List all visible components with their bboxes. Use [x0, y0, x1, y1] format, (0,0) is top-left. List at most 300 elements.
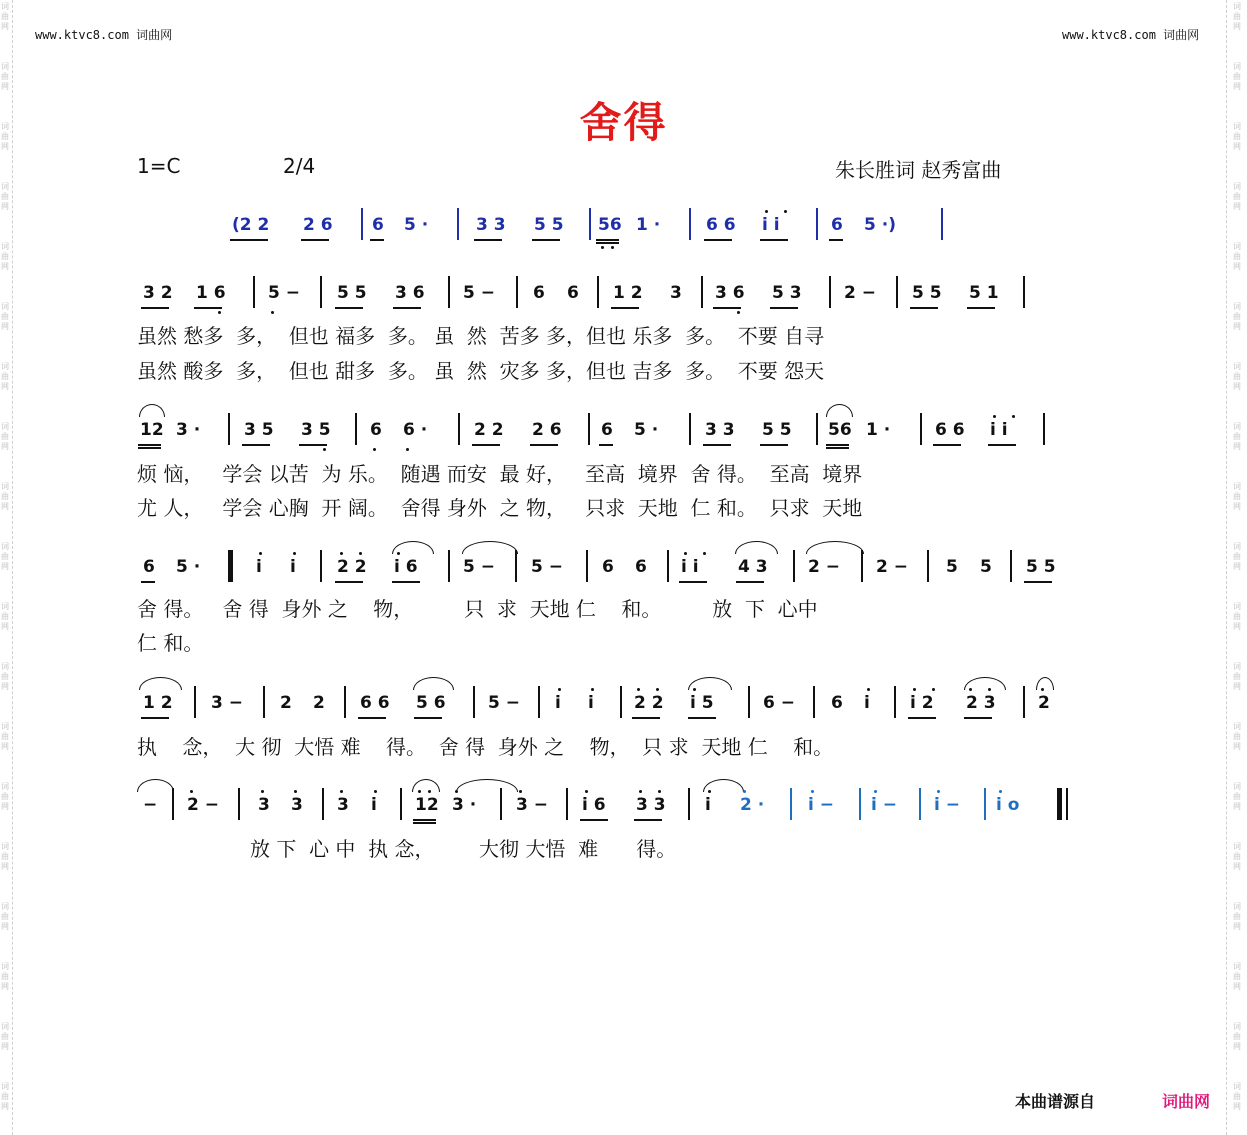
octave-dot-above — [519, 790, 522, 793]
side-watermark-text: 词 曲 网 — [1233, 602, 1241, 631]
beam-line — [760, 239, 788, 241]
beam-line — [413, 819, 436, 821]
slur-mark — [139, 677, 182, 690]
beam-line — [335, 581, 363, 583]
beam-line — [703, 444, 731, 446]
barline — [458, 413, 460, 445]
side-watermark-text: 词 曲 网 — [1233, 182, 1241, 211]
side-watermark-text: 词 曲 网 — [1233, 902, 1241, 931]
side-watermark-text: 词 曲 网 — [1233, 842, 1241, 871]
beam-line — [370, 239, 384, 241]
barline — [927, 550, 929, 582]
side-watermark-text: 词 曲 网 — [1233, 422, 1241, 451]
side-watermark-text: 词 曲 网 — [1233, 542, 1241, 571]
note-glyph: (2 2 — [232, 215, 270, 235]
slur-mark — [826, 404, 853, 417]
octave-dot-above — [784, 210, 787, 213]
note-glyph: 56 — [828, 420, 852, 440]
octave-dot-above — [359, 552, 362, 555]
barline — [1043, 413, 1045, 445]
octave-dot-above — [340, 552, 343, 555]
key-signature: 1=C — [137, 154, 181, 178]
barline — [344, 686, 346, 718]
octave-dot-below — [373, 448, 376, 451]
note-glyph: 6 — [372, 215, 384, 235]
octave-dot-above — [259, 552, 262, 555]
note-glyph: 12 — [415, 795, 439, 815]
barline — [172, 788, 174, 820]
notation-row-3 — [0, 547, 1247, 587]
octave-dot-above — [639, 790, 642, 793]
note-glyph: 6 − — [763, 693, 795, 713]
note-glyph: 3 — [291, 795, 303, 815]
barline — [586, 550, 588, 582]
note-glyph: 5 5 — [1026, 557, 1056, 577]
barline — [597, 276, 599, 308]
side-watermark-text: 词 曲 网 — [1233, 2, 1241, 31]
beam-line — [679, 581, 707, 583]
note-glyph: i — [588, 693, 594, 713]
side-watermark-text: 词 曲 网 — [1, 62, 9, 91]
note-glyph: i — [555, 693, 561, 713]
slur-mark — [413, 677, 454, 690]
note-glyph: 1 · — [636, 215, 661, 235]
octave-dot-below — [601, 246, 604, 249]
barline — [689, 413, 691, 445]
note-glyph: 5 − — [463, 557, 495, 577]
side-watermark-text: 词 曲 网 — [1, 422, 9, 451]
octave-dot-above — [261, 790, 264, 793]
side-watermark-text: 词 曲 网 — [1, 782, 9, 811]
site-url-right[interactable]: www.ktvc8.com 词曲网 — [1062, 28, 1200, 42]
note-glyph: 2 — [313, 693, 325, 713]
note-glyph: 6 — [567, 283, 579, 303]
note-glyph: 6 6 — [706, 215, 736, 235]
note-glyph: 1 · — [866, 420, 891, 440]
beam-line — [138, 447, 161, 449]
slur-mark — [462, 541, 518, 554]
note-glyph: 5 5 — [912, 283, 942, 303]
barline — [920, 413, 922, 445]
side-watermark-text: 词 曲 网 — [1233, 782, 1241, 811]
notation-row-1 — [0, 273, 1247, 313]
beam-line — [988, 444, 1016, 446]
slur-mark — [735, 541, 778, 554]
note-glyph: 5 − — [488, 693, 520, 713]
octave-dot-above — [397, 552, 400, 555]
side-watermark-text: 词 曲 网 — [1233, 962, 1241, 991]
octave-dot-above — [999, 790, 1002, 793]
barline — [516, 276, 518, 308]
beam-line — [358, 717, 386, 719]
side-watermark-text: 词 曲 网 — [1, 962, 9, 991]
beam-line — [335, 307, 363, 309]
barline — [448, 276, 450, 308]
note-glyph: i − — [871, 795, 897, 815]
note-glyph: 6 — [635, 557, 647, 577]
beam-line — [967, 307, 995, 309]
barline — [588, 413, 590, 445]
beam-line — [141, 717, 169, 719]
note-glyph: 6 — [602, 557, 614, 577]
note-glyph: i 5 — [690, 693, 714, 713]
beam-line — [910, 307, 938, 309]
note-glyph: i — [256, 557, 262, 577]
note-glyph: 3 — [258, 795, 270, 815]
slur-mark — [1036, 677, 1054, 690]
barline — [1010, 550, 1012, 582]
note-glyph: i i — [681, 557, 699, 577]
barline — [263, 686, 265, 718]
side-watermark-text: 词 曲 网 — [1, 722, 9, 751]
octave-dot-above — [294, 790, 297, 793]
barline — [253, 276, 255, 308]
octave-dot-below — [271, 311, 274, 314]
lyrics-row-1-verse-1: 虽然 愁多 多， 但也 福多 多。 虽 然 苦多 多，但也 乐多 多。 不要 自寻 — [137, 324, 825, 348]
barline — [589, 208, 591, 240]
octave-dot-above — [708, 790, 711, 793]
beam-line — [141, 307, 169, 309]
barline — [896, 276, 898, 308]
side-watermark-text: 词 曲 网 — [1, 182, 9, 211]
note-glyph: 5 — [946, 557, 958, 577]
note-glyph: i − — [808, 795, 834, 815]
note-glyph: i — [705, 795, 711, 815]
note-glyph: 2 − — [876, 557, 908, 577]
barline — [861, 550, 863, 582]
barline — [984, 788, 986, 820]
beam-line — [826, 444, 849, 446]
side-watermark-text: 词 曲 网 — [1, 902, 9, 931]
note-glyph: 2 2 — [337, 557, 367, 577]
beam-line — [194, 307, 222, 309]
barline — [400, 788, 402, 820]
note-glyph: 6 — [601, 420, 613, 440]
beam-line — [760, 444, 788, 446]
barline — [688, 788, 690, 820]
note-glyph: i — [290, 557, 296, 577]
side-watermark-text: 词 曲 网 — [1233, 722, 1241, 751]
octave-dot-above — [418, 790, 421, 793]
beam-line — [141, 581, 155, 583]
note-glyph: 2 6 — [303, 215, 333, 235]
beam-line — [474, 239, 502, 241]
side-watermark-text: 词 曲 网 — [1233, 1082, 1241, 1111]
barline — [515, 550, 517, 582]
note-glyph: 5 5 — [534, 215, 564, 235]
side-watermark-text: 词 曲 网 — [1, 542, 9, 571]
beam-line — [414, 717, 442, 719]
note-glyph: 3 · — [176, 420, 201, 440]
site-url-left[interactable]: www.ktvc8.com 词曲网 — [35, 28, 173, 42]
note-glyph: 6 · — [403, 420, 428, 440]
barline — [941, 208, 943, 240]
slur-mark — [456, 779, 518, 792]
octave-dot-below — [406, 448, 409, 451]
octave-dot-above — [993, 415, 996, 418]
note-glyph: 4 3 — [738, 557, 768, 577]
note-glyph: i i — [762, 215, 780, 235]
side-watermark-text: 词 曲 网 — [1233, 302, 1241, 331]
barline — [620, 686, 622, 718]
side-watermark-text: 词 曲 网 — [1233, 122, 1241, 151]
barline — [919, 788, 921, 820]
note-glyph: 3 − — [516, 795, 548, 815]
note-glyph: 5 − — [463, 283, 495, 303]
side-watermark-text: 词 曲 网 — [1233, 62, 1241, 91]
beam-line — [472, 444, 500, 446]
barline — [322, 788, 324, 820]
note-glyph: 2 − — [187, 795, 219, 815]
note-glyph: 5 · — [404, 215, 429, 235]
side-watermark-text: 词 曲 网 — [1, 662, 9, 691]
octave-dot-above — [658, 790, 661, 793]
octave-dot-above — [932, 688, 935, 691]
credits: 朱长胜词 赵秀富曲 — [835, 158, 1002, 182]
note-glyph: 3 6 — [715, 283, 745, 303]
beam-line — [908, 717, 936, 719]
note-glyph: 2 3 — [966, 693, 996, 713]
beam-line — [770, 307, 798, 309]
note-glyph: 6 — [143, 557, 155, 577]
note-glyph: 6 6 — [360, 693, 390, 713]
note-glyph: 5 5 — [337, 283, 367, 303]
lyrics-row-1-verse-2: 虽然 酸多 多， 但也 甜多 多。 虽 然 灾多 多，但也 吉多 多。 不要 怨天 — [137, 359, 825, 383]
barline — [790, 788, 792, 820]
time-signature: 2/4 — [283, 154, 316, 178]
note-glyph: i o — [996, 795, 1020, 815]
octave-dot-above — [693, 688, 696, 691]
octave-dot-above — [591, 688, 594, 691]
side-watermark-text: 词 曲 网 — [1, 122, 9, 151]
slur-mark — [806, 541, 864, 554]
final-barline — [228, 550, 233, 582]
note-glyph: 1 2 — [143, 693, 173, 713]
notation-row-4 — [0, 683, 1247, 723]
note-glyph: 6 — [831, 215, 843, 235]
side-watermark-text: 词 曲 网 — [1233, 662, 1241, 691]
barline — [859, 788, 861, 820]
barline — [689, 208, 691, 240]
side-watermark-text: 词 曲 网 — [1, 482, 9, 511]
barline — [667, 550, 669, 582]
note-glyph: 3 3 — [476, 215, 506, 235]
octave-dot-below — [611, 246, 614, 249]
note-glyph: 3 5 — [301, 420, 331, 440]
side-watermark-text: 词 曲 网 — [1, 302, 9, 331]
notation-row-5 — [0, 785, 1247, 825]
note-glyph: 3 2 — [143, 283, 173, 303]
beam-line — [599, 444, 613, 446]
octave-dot-above — [867, 688, 870, 691]
barline — [566, 788, 568, 820]
octave-dot-above — [340, 790, 343, 793]
barline — [473, 686, 475, 718]
beam-line — [826, 447, 849, 449]
note-glyph: 2 — [280, 693, 292, 713]
beam-line — [933, 444, 961, 446]
note-glyph: 5 3 — [772, 283, 802, 303]
side-watermark-text: 词 曲 网 — [1233, 362, 1241, 391]
octave-dot-above — [585, 790, 588, 793]
barline — [238, 788, 240, 820]
octave-dot-above — [656, 688, 659, 691]
barline — [894, 686, 896, 718]
barline — [228, 413, 230, 445]
note-glyph: − — [143, 795, 158, 815]
barline — [701, 276, 703, 308]
side-watermark-text: 词 曲 网 — [1, 842, 9, 871]
octave-dot-above — [874, 790, 877, 793]
barline — [816, 413, 818, 445]
note-glyph: 5 · — [176, 557, 201, 577]
note-glyph: 2 · — [740, 795, 765, 815]
side-watermark-text: 词 曲 网 — [1, 1082, 9, 1111]
beam-line — [301, 239, 329, 241]
note-glyph: 2 2 — [634, 693, 664, 713]
note-glyph: 56 — [598, 215, 622, 235]
octave-dot-above — [293, 552, 296, 555]
lyrics-row-5: 放 下 心 中 执 念， 大彻 大悟 难 得。 — [250, 837, 677, 861]
lyrics-row-3-verse-2: 仁 和。 — [137, 631, 204, 655]
note-glyph: 6 — [533, 283, 545, 303]
note-glyph: 3 5 — [244, 420, 274, 440]
beam-line — [713, 307, 741, 309]
octave-dot-below — [323, 448, 326, 451]
octave-dot-above — [937, 790, 940, 793]
final-barline — [1057, 788, 1062, 820]
octave-dot-above — [913, 688, 916, 691]
note-glyph: 5 ·) — [864, 215, 896, 235]
note-glyph: 2 — [1038, 693, 1050, 713]
side-watermark-text: 词 曲 网 — [1, 602, 9, 631]
beam-line — [530, 444, 558, 446]
intro-notation-row — [0, 205, 1247, 245]
barline — [1023, 276, 1025, 308]
beam-line — [596, 242, 619, 244]
note-glyph: 3 — [670, 283, 682, 303]
barline — [813, 686, 815, 718]
slur-mark — [139, 404, 165, 417]
beam-line — [704, 239, 732, 241]
octave-dot-above — [765, 210, 768, 213]
barline — [355, 413, 357, 445]
barline — [457, 208, 459, 240]
note-glyph: 6 — [370, 420, 382, 440]
beam-line — [596, 239, 619, 241]
note-glyph: 3 — [337, 795, 349, 815]
octave-dot-above — [558, 688, 561, 691]
lyrics-row-2-verse-1: 烦 恼， 学会 以苦 为 乐。 随遇 而安 最 好， 至高 境界 舍 得。 至高 境界 — [137, 462, 863, 486]
side-watermark-text: 词 曲 网 — [1233, 1022, 1241, 1051]
note-glyph: 5 · — [634, 420, 659, 440]
octave-dot-above — [190, 790, 193, 793]
note-glyph: 3 6 — [395, 283, 425, 303]
beam-line — [1024, 581, 1052, 583]
note-glyph: 1 6 — [196, 283, 226, 303]
note-glyph: 5 — [980, 557, 992, 577]
notation-row-2 — [0, 410, 1247, 450]
note-glyph: 6 6 — [935, 420, 965, 440]
note-glyph: 6 — [831, 693, 843, 713]
lyrics-row-4: 执 念， 大 彻 大悟 难 得。 舍 得 身外 之 物， 只 求 天地 仁 和。 — [137, 735, 834, 759]
note-glyph: 1 2 — [613, 283, 643, 303]
side-watermark-text: 词 曲 网 — [1233, 242, 1241, 271]
note-glyph: 2 6 — [532, 420, 562, 440]
beam-line — [611, 307, 639, 309]
note-glyph: 5 6 — [416, 693, 446, 713]
beam-line — [688, 717, 716, 719]
barline — [748, 686, 750, 718]
lyrics-row-3-verse-1: 舍 得。 舍 得 身外 之 物， 只 求 天地 仁 和。 放 下 心中 — [137, 597, 818, 621]
beam-line — [580, 819, 608, 821]
note-glyph: 5 − — [531, 557, 563, 577]
source-label: 本曲谱源自 — [1015, 1092, 1096, 1111]
lyrics-row-2-verse-2: 尤 人， 学会 心胸 开 阔。 舍得 身外 之 物， 只求 天地 仁 和。 只求 天地 — [137, 496, 863, 520]
octave-dot-above — [1041, 688, 1044, 691]
beam-line — [829, 239, 843, 241]
note-glyph: i i — [990, 420, 1008, 440]
octave-dot-above — [374, 790, 377, 793]
barline — [320, 550, 322, 582]
beam-line — [242, 444, 270, 446]
note-glyph: 2 − — [808, 557, 840, 577]
octave-dot-above — [637, 688, 640, 691]
beam-line — [964, 717, 992, 719]
side-watermark-text: 词 曲 网 — [1, 362, 9, 391]
beam-line — [299, 444, 327, 446]
note-glyph: i 2 — [910, 693, 934, 713]
side-watermark-text: 词 曲 网 — [1, 2, 9, 31]
barline — [320, 276, 322, 308]
beam-line — [392, 581, 420, 583]
note-glyph: 12 — [140, 420, 164, 440]
octave-dot-above — [684, 552, 687, 555]
slur-mark — [137, 779, 174, 792]
barline — [500, 788, 502, 820]
barline — [816, 208, 818, 240]
octave-dot-above — [811, 790, 814, 793]
barline — [194, 686, 196, 718]
beam-line — [532, 239, 560, 241]
octave-dot-above — [743, 790, 746, 793]
side-watermark-text: 词 曲 网 — [1233, 482, 1241, 511]
beam-line — [632, 717, 660, 719]
beam-line — [230, 239, 268, 241]
octave-dot-above — [988, 688, 991, 691]
beam-line — [634, 819, 662, 821]
slur-mark — [412, 779, 440, 792]
octave-dot-above — [969, 688, 972, 691]
barline — [448, 550, 450, 582]
song-title: 舍得 — [579, 98, 668, 147]
barline — [361, 208, 363, 240]
barline — [793, 550, 795, 582]
note-glyph: i — [864, 693, 870, 713]
note-glyph: i 6 — [582, 795, 606, 815]
note-glyph: 3 · — [452, 795, 477, 815]
note-glyph: 5 5 — [762, 420, 792, 440]
barline — [538, 686, 540, 718]
octave-dot-below — [218, 311, 221, 314]
source-brand[interactable]: 词曲网 — [1162, 1092, 1211, 1111]
note-glyph: 3 3 — [636, 795, 666, 815]
beam-line — [413, 822, 436, 824]
side-watermark-text: 词 曲 网 — [1, 242, 9, 271]
note-glyph: 2 − — [844, 283, 876, 303]
barline — [1066, 788, 1068, 820]
note-glyph: 5 − — [268, 283, 300, 303]
